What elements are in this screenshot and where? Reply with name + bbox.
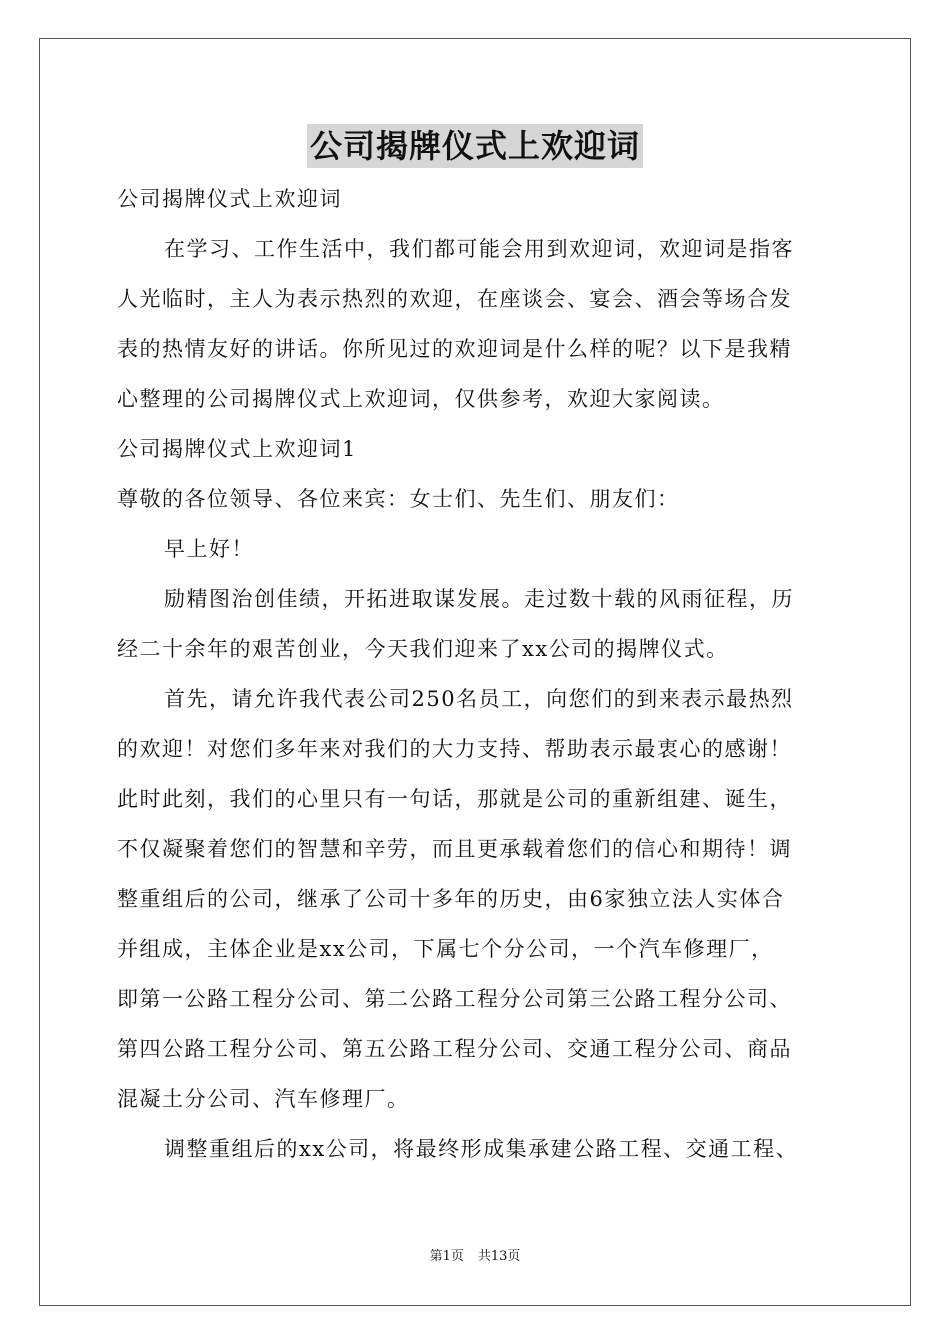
paragraph-line: 的欢迎！对您们多年来对我们的大力支持、帮助表示最衷心的感谢！ (117, 737, 792, 761)
paragraph-line: 人光临时，主人为表示热烈的欢迎，在座谈会、宴会、酒会等场合发 (117, 287, 792, 311)
paragraph-line: 第四公路工程分公司、第五公路工程分公司、交通工程分公司、商品 (117, 1037, 792, 1061)
paragraph-line: 调整重组后的xx公司，将最终形成集承建公路工程、交通工程、 (164, 1137, 799, 1161)
page-number: 第1页 (429, 1249, 464, 1264)
paragraph-line: 在学习、工作生活中，我们都可能会用到欢迎词，欢迎词是指客 (164, 237, 794, 261)
page-footer (0, 1248, 950, 1266)
paragraph-line: 整重组后的公司，继承了公司十多年的历史，由6家独立法人实体合 (117, 887, 785, 911)
paragraph-line: 不仅凝聚着您们的智慧和辛劳，而且更承载着您们的信心和期待！调 (117, 837, 792, 861)
subtitle-line: 公司揭牌仪式上欢迎词 (117, 187, 342, 211)
paragraph-line: 表的热情友好的讲话。你所见过的欢迎词是什么样的呢？以下是我精 (117, 337, 792, 361)
section-heading: 公司揭牌仪式上欢迎词1 (117, 437, 357, 461)
greeting-line: 早上好！ (164, 537, 254, 561)
paragraph-line: 即第一公路工程分公司、第二公路工程分公司第三公路工程分公司、 (117, 987, 792, 1011)
paragraph-line: 励精图治创佳绩，开拓进取谋发展。走过数十载的风雨征程，历 (164, 587, 794, 611)
title-container (0, 124, 950, 168)
paragraph-line: 经二十余年的艰苦创业，今天我们迎来了xx公司的揭牌仪式。 (117, 637, 729, 661)
page-total: 共13页 (477, 1249, 521, 1264)
paragraph-line: 混凝土分公司、汽车修理厂。 (117, 1087, 410, 1111)
paragraph-line: 心整理的公司揭牌仪式上欢迎词，仅供参考，欢迎大家阅读。 (117, 387, 725, 411)
salutation-line: 尊敬的各位领导、各位来宾：女士们、先生们、朋友们： (117, 487, 680, 511)
document-title: 公司揭牌仪式上欢迎词 (307, 124, 643, 168)
paragraph-line: 此时此刻，我们的心里只有一句话，那就是公司的重新组建、诞生， (117, 787, 792, 811)
paragraph-line: 首先，请允许我代表公司250名员工，向您们的到来表示最热烈 (164, 687, 794, 711)
paragraph-line: 并组成，主体企业是xx公司，下属七个分公司，一个汽车修理厂， (117, 937, 774, 961)
page-border (39, 38, 911, 1306)
